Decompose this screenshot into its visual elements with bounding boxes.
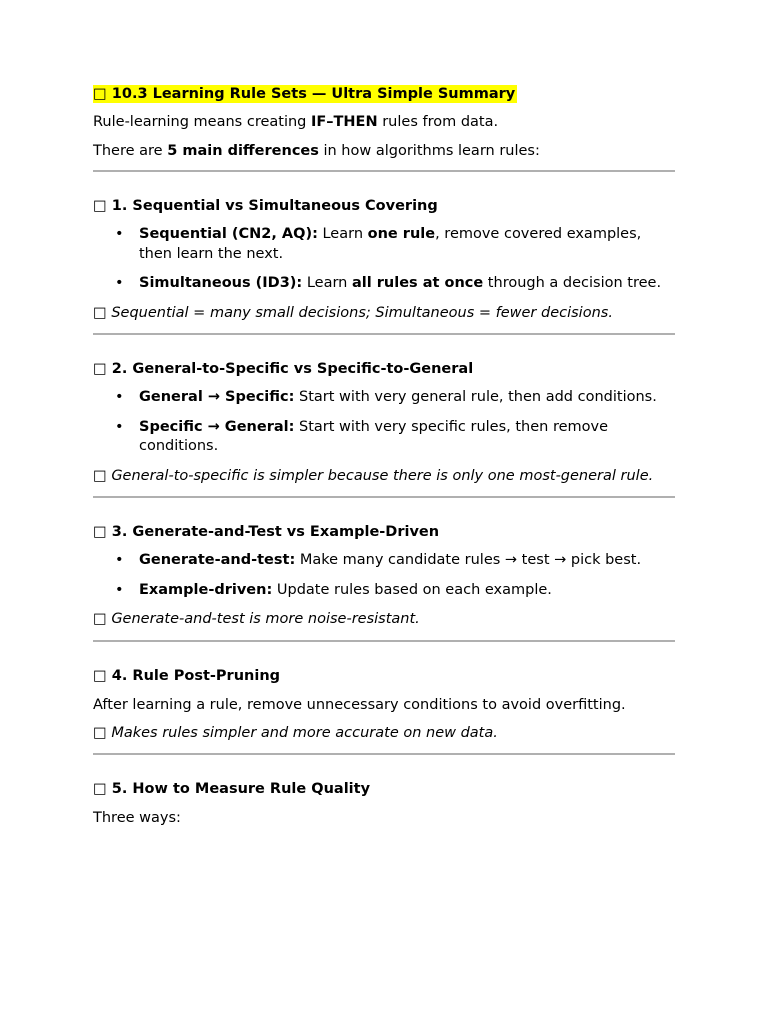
section-4-icon: □ <box>93 667 107 684</box>
item-label: General → Specific: <box>139 389 295 405</box>
section-heading-5 <box>93 779 675 799</box>
item-label: Simultaneous (ID3): <box>139 275 303 291</box>
list-item <box>93 551 675 571</box>
item-text-end: , remove covered examples, then learn the next. <box>139 226 642 262</box>
section-1-list <box>93 225 675 294</box>
note-text: Generate-and-test is more noise-resistant. <box>111 611 420 627</box>
note-icon: □ <box>93 611 107 627</box>
intro-1-text-end: rules from data. <box>377 114 499 130</box>
section-1-note <box>93 304 675 324</box>
title-icon: □ <box>93 86 107 102</box>
list-item <box>93 225 675 264</box>
list-item <box>93 274 675 294</box>
divider <box>93 753 675 755</box>
divider <box>93 170 675 172</box>
section-5-body: Three ways: <box>93 810 181 826</box>
item-text: Start with very general rule, then add conditions. <box>294 389 657 405</box>
item-text: Learn <box>317 226 368 242</box>
bullet-dot: • <box>115 418 124 435</box>
list-item <box>93 388 675 408</box>
divider <box>93 333 675 335</box>
section-heading-3 <box>93 522 675 542</box>
item-text: Update rules based on each example. <box>272 581 552 598</box>
title-text: 10.3 Learning Rule Sets — Ultra Simple Summary <box>111 86 516 102</box>
item-text: Make many candidate rules → test → pick best. <box>295 552 642 568</box>
section-5-icon: □ <box>93 781 107 797</box>
item-label: Generate-and-test: <box>139 552 296 568</box>
item-text: Start with very specific rules, then remove conditions. <box>139 418 609 454</box>
note-icon: □ <box>93 724 107 741</box>
bullet-dot: • <box>115 275 124 291</box>
intro-paragraph-2 <box>93 141 675 161</box>
bullet-dot: • <box>115 226 124 242</box>
bullet-dot: • <box>115 552 124 568</box>
note-icon: □ <box>93 467 107 484</box>
document-page <box>93 84 675 837</box>
divider <box>93 640 675 642</box>
bullet-dot: • <box>115 389 124 405</box>
section-2-note <box>93 467 675 487</box>
list-item <box>93 418 675 457</box>
section-4-heading-text: 4. Rule Post-Pruning <box>111 667 281 684</box>
item-label: Sequential (CN2, AQ): <box>139 226 318 242</box>
section-heading-4 <box>93 666 675 686</box>
title-highlight <box>93 85 517 103</box>
note-text: Sequential = many small decisions; Simultaneous = fewer decisions. <box>111 304 613 321</box>
intro-paragraph-1 <box>93 112 675 132</box>
intro-2-text-end: in how algorithms learn rules: <box>318 143 540 159</box>
item-label: Specific → General: <box>139 418 295 435</box>
item-label: Example-driven: <box>139 581 273 598</box>
section-3-heading-text: 3. Generate-and-Test vs Example-Driven <box>111 524 440 540</box>
note-text: Makes rules simpler and more accurate on new data. <box>111 724 498 741</box>
section-3-note <box>93 610 675 630</box>
section-5-heading-text: 5. How to Measure Rule Quality <box>111 781 371 797</box>
intro-2-bold: 5 main differences <box>167 143 319 159</box>
item-emphasis: one rule <box>367 226 436 242</box>
intro-2-text: There are <box>93 143 168 159</box>
section-2-list <box>93 388 675 457</box>
bullet-dot: • <box>115 581 124 598</box>
intro-1-text: Rule-learning means creating <box>93 114 311 130</box>
section-heading-1 <box>93 196 675 216</box>
section-3-icon: □ <box>93 524 107 540</box>
section-heading-2 <box>93 359 675 379</box>
page-title <box>93 84 675 104</box>
item-text: Learn <box>302 275 352 291</box>
note-icon: □ <box>93 304 107 321</box>
section-4-body: After learning a rule, remove unnecessary conditions to avoid overfitting. <box>93 696 626 713</box>
list-item <box>93 581 675 601</box>
section-2-icon: □ <box>93 361 107 377</box>
section-4-note <box>93 724 675 744</box>
section-3-list <box>93 551 675 600</box>
item-emphasis: all rules at once <box>351 275 484 291</box>
intro-1-bold: IF–THEN <box>310 114 378 130</box>
divider <box>93 496 675 498</box>
section-1-heading-text: 1. Sequential vs Simultaneous Covering <box>111 198 438 214</box>
section-1-icon: □ <box>93 198 107 214</box>
section-2-heading-text: 2. General-to-Specific vs Specific-to-General <box>111 361 474 377</box>
item-text-end: through a decision tree. <box>483 275 662 291</box>
note-text: General-to-specific is simpler because there is only one most-general rule. <box>111 467 654 484</box>
